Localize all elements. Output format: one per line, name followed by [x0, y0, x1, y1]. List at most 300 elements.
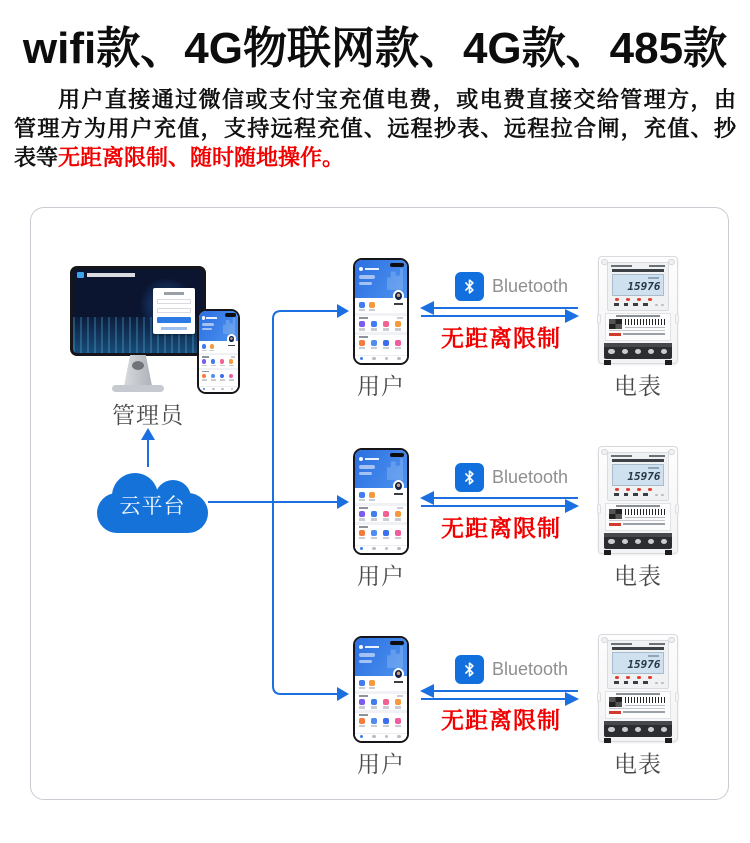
no-distance-limit-label: 无距离限制: [441, 707, 561, 733]
app-icon: [220, 374, 224, 379]
bluetooth-label: Bluetooth: [492, 659, 569, 679]
meter-button: [614, 303, 619, 306]
meter-lcd-display: [612, 464, 664, 486]
app-icon-label: [359, 706, 366, 708]
login-button: [157, 317, 191, 323]
app-icon: [359, 511, 365, 517]
meter-spec-text: [649, 455, 665, 457]
led: [648, 676, 652, 679]
app-icon-label: [359, 328, 366, 330]
section-title: [202, 356, 209, 358]
led: [637, 298, 641, 301]
login-links: [161, 327, 187, 330]
app-avatar-label: [394, 303, 403, 305]
terminal-screw: [661, 349, 667, 354]
app-bottom-nav: [199, 386, 238, 392]
app-icon: [359, 680, 365, 686]
led: [648, 488, 652, 491]
nav-icon: [397, 357, 401, 360]
section-divider: [355, 522, 407, 525]
app-user-icon: [202, 316, 206, 320]
terminal-screw: [661, 539, 667, 544]
meter-face-panel: [607, 452, 669, 501]
terminal-screw: [635, 539, 641, 544]
electric-meter: [598, 446, 678, 554]
app-icon: [383, 699, 389, 705]
meter-foot: [604, 738, 612, 743]
app-icon-label: [359, 687, 366, 689]
app-username-text: [365, 268, 379, 271]
app-avatar-label: [394, 681, 403, 683]
bluetooth-icon: [455, 655, 484, 684]
phone-camera-notch: [225, 313, 236, 317]
app-icon-label: [395, 328, 402, 330]
meter-button: [633, 303, 638, 306]
electric-meter: [598, 634, 678, 742]
platform-logo-icon: [77, 272, 84, 278]
intro-line: 用户直接通过微信或支付宝充值电费，或电费直接交给管理方，由: [58, 87, 736, 112]
app-icon-label: [371, 328, 378, 330]
lcd-status-segment: [648, 277, 659, 279]
led: [626, 676, 630, 679]
app-info-pill: [359, 465, 375, 468]
user-label: 用户: [357, 373, 405, 399]
meter-foot: [665, 550, 673, 555]
section-divider: [355, 332, 407, 335]
section-divider: [199, 353, 238, 355]
nav-icon: [360, 357, 364, 360]
cloud-label: 云平台: [119, 495, 186, 518]
meter-side-tab: [675, 692, 680, 702]
lcd-reading: 15976: [627, 280, 661, 294]
meter-port: [655, 304, 658, 306]
section-title: [359, 317, 368, 319]
app-username-text: [206, 317, 217, 319]
app-info-pill: [359, 660, 373, 663]
meter-port: [661, 304, 664, 306]
app-icon: [359, 530, 365, 536]
nav-icon: [372, 547, 376, 550]
meter-side-tab: [675, 504, 680, 514]
terminal-screw: [608, 539, 614, 544]
meter-mount-hole: [668, 259, 674, 265]
app-icon: [395, 321, 401, 327]
bluetooth-badge: [455, 655, 568, 684]
nameplate-text: [625, 327, 665, 328]
meter-terminal-cover: [604, 721, 673, 737]
meter-nameplate: [605, 691, 671, 719]
intro-red-highlight: 无距离限制、随时随地操作。: [58, 145, 345, 170]
brand-logo: [609, 523, 620, 526]
meter-spec-text: [611, 643, 632, 645]
user-phone: [353, 448, 409, 555]
meter-nameplate: [605, 503, 671, 531]
app-icon-label: [395, 518, 402, 520]
intro-paragraph: [14, 85, 736, 172]
app-icon: [369, 302, 375, 308]
meter-indicator-leds: [608, 488, 668, 492]
section-divider: [199, 368, 238, 370]
section-title: [359, 526, 368, 528]
app-icon: [229, 359, 233, 364]
no-distance-limit-label: 无距离限制: [441, 325, 561, 351]
app-icon-label: [383, 347, 390, 349]
nav-icon: [372, 357, 376, 360]
app-info-pill: [202, 323, 214, 325]
nameplate-text: [625, 517, 665, 518]
nameplate-text: [609, 520, 664, 521]
meter-indicator-leds: [608, 298, 668, 302]
bluetooth-icon: [455, 272, 484, 301]
app-icon-label: [202, 350, 207, 352]
terminal-screw: [622, 349, 628, 354]
meter-button: [624, 493, 629, 496]
qr-code: [609, 319, 622, 329]
meter-foot: [665, 360, 673, 365]
app-icon-label: [202, 379, 207, 381]
app-icon-label: [371, 518, 378, 520]
app-icon: [359, 340, 365, 346]
app-icon: [359, 699, 365, 705]
app-icon: [229, 374, 233, 379]
nav-icon: [397, 735, 401, 738]
section-more-link: [397, 507, 403, 509]
login-title: [164, 292, 184, 295]
led: [615, 298, 619, 301]
nav-icon: [385, 547, 389, 550]
app-icon: [395, 718, 401, 724]
app-bottom-nav: [355, 733, 407, 741]
meter-side-tab: [597, 692, 602, 702]
meter-buttons: [608, 681, 668, 685]
bluetooth-badge: [455, 272, 568, 301]
nameplate-text: [623, 711, 664, 713]
terminal-strip: [604, 343, 673, 347]
brand-logo: [609, 711, 620, 714]
terminal-screw: [648, 349, 654, 354]
section-divider: [355, 710, 407, 713]
meter-foot: [665, 738, 673, 743]
app-icon-label: [395, 537, 402, 539]
terminal-screw: [608, 727, 614, 732]
app-avatar: [393, 480, 404, 492]
nav-icon: [385, 357, 389, 360]
user-phone: [353, 636, 409, 743]
intro-line: 管理方为用户充值，支持远程充值、远程抄表、远程拉合闸，充值、抄: [14, 116, 736, 141]
nav-icon: [212, 388, 215, 390]
app-icon-label: [359, 347, 366, 349]
nameplate-model-text: [616, 693, 659, 695]
lcd-status-segment: [648, 467, 659, 469]
app-avatar: [393, 290, 404, 302]
section-divider: [355, 313, 407, 316]
meter-mount-hole: [668, 449, 674, 455]
section-title: [359, 714, 368, 716]
meter-button: [643, 493, 648, 496]
page-title: wifi款、4G物联网款、4G款、485款: [22, 24, 728, 73]
admin-phone: [197, 309, 240, 394]
app-icon-label: [371, 347, 378, 349]
app-icon-label: [220, 379, 225, 381]
app-icon-label: [359, 309, 366, 311]
nav-icon: [372, 735, 376, 738]
app-icon: [395, 530, 401, 536]
nav-icon: [385, 735, 389, 738]
app-icon-label: [211, 365, 216, 367]
brand-logo: [609, 333, 620, 336]
app-icon: [211, 359, 215, 364]
admin-label: 管理员: [112, 402, 184, 428]
led: [637, 676, 641, 679]
app-icon-label: [369, 499, 376, 501]
app-icon: [202, 344, 206, 349]
qr-code: [609, 509, 622, 519]
app-icon-label: [371, 725, 378, 727]
app-icon-label: [383, 537, 390, 539]
led: [637, 488, 641, 491]
meter-port: [661, 682, 664, 684]
meter-side-tab: [597, 314, 602, 324]
meter-face-panel: [607, 640, 669, 689]
app-icon-label: [211, 379, 216, 381]
app-icon: [369, 492, 375, 498]
app-icon: [371, 511, 377, 517]
meter-button: [614, 681, 619, 684]
app-icon-label: [395, 347, 402, 349]
app-icon: [202, 374, 206, 379]
terminal-screw: [622, 727, 628, 732]
app-avatar-label: [394, 493, 403, 495]
section-title: [202, 371, 209, 373]
app-icon: [383, 718, 389, 724]
meter-nameplate: [605, 313, 671, 341]
app-icon: [359, 718, 365, 724]
meter-lcd-display: [612, 652, 664, 674]
app-icon: [371, 530, 377, 536]
section-divider: [355, 691, 407, 694]
app-icon: [371, 718, 377, 724]
app-bottom-nav: [355, 545, 407, 553]
app-icon: [211, 374, 215, 379]
lcd-status-segment: [648, 655, 659, 657]
meter-spec-text: [611, 265, 632, 267]
bluetooth-badge: [455, 463, 568, 492]
led: [626, 298, 630, 301]
app-icon: [383, 321, 389, 327]
led: [648, 298, 652, 301]
meter-label: 电表: [614, 751, 662, 777]
login-username-field: [157, 299, 191, 304]
section-title: [359, 507, 368, 509]
nameplate-text: [609, 330, 664, 331]
section-title: [359, 336, 368, 338]
app-icon-label: [369, 687, 376, 689]
meter-port: [655, 682, 658, 684]
terminal-strip: [604, 721, 673, 725]
app-icon-label: [395, 725, 402, 727]
app-info-pill: [359, 282, 373, 285]
meter-mount-hole: [668, 637, 674, 643]
meter-button: [624, 681, 629, 684]
nav-icon: [397, 547, 401, 550]
app-icon: [371, 321, 377, 327]
app-info-pill: [359, 275, 375, 278]
meter-spec-text: [649, 643, 665, 645]
meter-title-bar: [612, 647, 664, 650]
app-icon: [220, 359, 224, 364]
app-icon-label: [395, 706, 402, 708]
meter-buttons: [608, 303, 668, 307]
no-distance-limit-label: 无距离限制: [441, 515, 561, 541]
terminal-screw: [608, 349, 614, 354]
section-more-link: [231, 356, 235, 358]
led: [615, 676, 619, 679]
app-icon-label: [371, 537, 378, 539]
app-icon-label: [220, 365, 225, 367]
meter-buttons: [608, 493, 668, 497]
meter-terminal-cover: [604, 533, 673, 549]
meter-button: [643, 681, 648, 684]
monitor-stand-base: [112, 385, 164, 392]
led: [615, 488, 619, 491]
meter-port: [661, 494, 664, 496]
bluetooth-label: Bluetooth: [492, 276, 569, 296]
user-phone: [353, 258, 409, 365]
user-label: 用户: [357, 751, 405, 777]
meter-button: [643, 303, 648, 306]
intro-black-text: 表等: [14, 145, 59, 170]
meter-spec-text: [611, 455, 632, 457]
meter-foot: [604, 360, 612, 365]
app-icon: [359, 302, 365, 308]
terminal-screw: [661, 727, 667, 732]
app-icon-label: [383, 518, 390, 520]
app-icon-label: [359, 725, 366, 727]
app-icon: [371, 699, 377, 705]
app-icon-label: [359, 537, 366, 539]
nav-icon: [203, 388, 206, 390]
meter-label: 电表: [614, 373, 662, 399]
electric-meter: [598, 256, 678, 364]
nav-icon: [360, 735, 364, 738]
section-title: [359, 695, 368, 697]
section-divider: [355, 503, 407, 506]
app-icon-label: [383, 706, 390, 708]
lcd-reading: 15976: [627, 658, 661, 672]
barcode: [625, 319, 667, 326]
app-icon: [371, 340, 377, 346]
admin-dashboard-screen: [73, 269, 203, 353]
terminal-screw: [635, 349, 641, 354]
phone-camera-notch: [390, 263, 404, 268]
meter-button: [633, 493, 638, 496]
meter-lcd-display: [612, 274, 664, 296]
nav-icon: [360, 547, 364, 550]
app-icon: [369, 680, 375, 686]
nameplate-text: [623, 333, 664, 335]
app-info-pill: [359, 653, 375, 656]
meter-side-tab: [597, 504, 602, 514]
nav-icon: [231, 388, 234, 390]
nameplate-text: [609, 708, 664, 709]
section-more-link: [397, 695, 403, 697]
terminal-screw: [635, 727, 641, 732]
lcd-reading: 15976: [627, 470, 661, 484]
meter-port: [655, 494, 658, 496]
admin-monitor: [70, 266, 206, 356]
meter-face-panel: [607, 262, 669, 311]
meter-button: [624, 303, 629, 306]
app-icon-label: [229, 379, 234, 381]
app-username-text: [365, 646, 379, 649]
login-password-field: [157, 308, 191, 313]
meter-terminal-cover: [604, 343, 673, 359]
app-avatar-label: [228, 345, 235, 347]
app-icon: [383, 340, 389, 346]
app-icon: [383, 511, 389, 517]
app-icon: [395, 340, 401, 346]
terminal-strip: [604, 533, 673, 537]
app-icon: [383, 530, 389, 536]
app-icon-label: [383, 328, 390, 330]
section-more-link: [397, 317, 403, 319]
meter-button: [633, 681, 638, 684]
terminal-screw: [648, 727, 654, 732]
phone-camera-notch: [390, 453, 404, 458]
barcode: [625, 697, 667, 704]
intro-line: [14, 143, 736, 172]
login-card: [153, 288, 195, 334]
app-icon: [359, 492, 365, 498]
meter-label: 电表: [614, 563, 662, 589]
barcode: [625, 509, 667, 516]
meter-button: [614, 493, 619, 496]
nameplate-text: [625, 705, 665, 706]
nav-icon: [221, 388, 224, 390]
app-icon: [210, 344, 214, 349]
phone-camera-notch: [390, 641, 404, 646]
bluetooth-label: Bluetooth: [492, 467, 569, 487]
user-label: 用户: [357, 563, 405, 589]
meter-title-bar: [612, 269, 664, 272]
app-icon-label: [209, 350, 214, 352]
app-icon: [395, 511, 401, 517]
app-icon-label: [202, 365, 207, 367]
bluetooth-icon: [455, 463, 484, 492]
nameplate-text: [623, 523, 664, 525]
app-username-text: [365, 458, 379, 461]
app-icon-label: [371, 706, 378, 708]
terminal-screw: [622, 539, 628, 544]
qr-code: [609, 697, 622, 707]
nameplate-model-text: [616, 505, 659, 507]
meter-title-bar: [612, 459, 664, 462]
app-avatar: [393, 668, 404, 680]
app-icon: [395, 699, 401, 705]
app-icon-label: [369, 309, 376, 311]
meter-side-tab: [675, 314, 680, 324]
app-icon: [359, 321, 365, 327]
monitor-stand-hole: [132, 361, 144, 370]
app-icon-label: [359, 518, 366, 520]
app-avatar: [227, 334, 235, 343]
terminal-screw: [648, 539, 654, 544]
platform-title-text: [87, 273, 135, 277]
nameplate-model-text: [616, 315, 659, 317]
app-icon-label: [359, 499, 366, 501]
led: [626, 488, 630, 491]
meter-spec-text: [649, 265, 665, 267]
